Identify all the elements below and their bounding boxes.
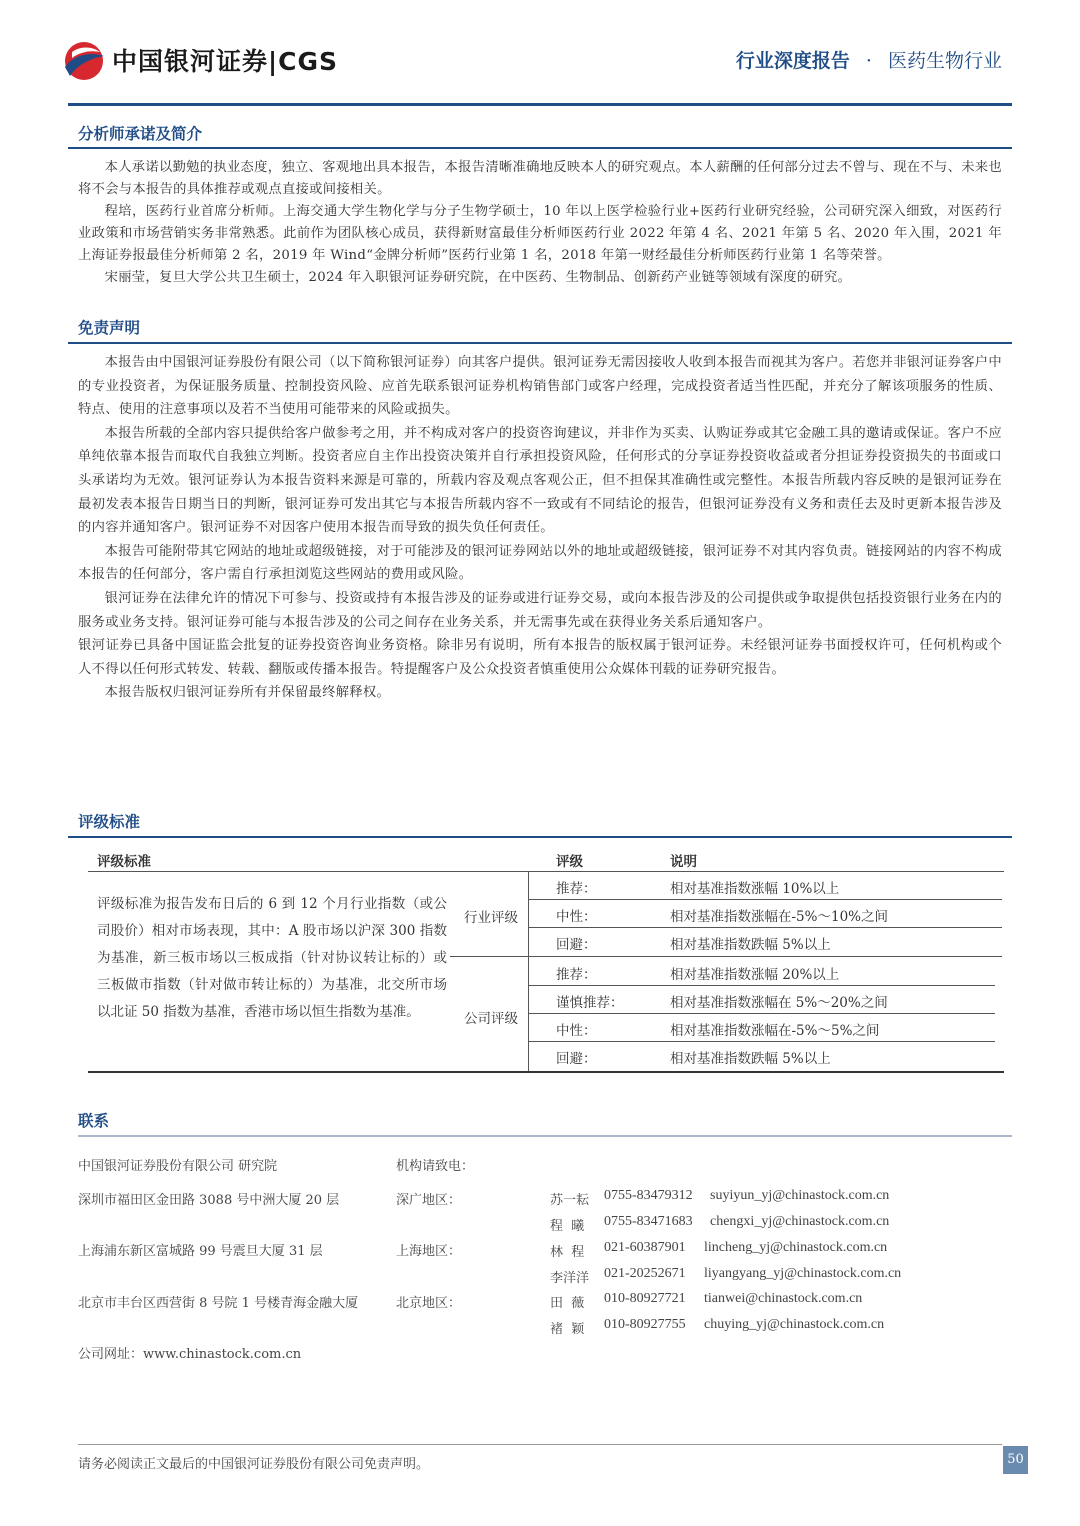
contact-name: 褚 颖 bbox=[550, 1322, 585, 1337]
contact-name: 苏一耘 bbox=[550, 1193, 590, 1208]
disclaimer-paragraph: 本报告版权归银河证券所有并保留最终解释权。 bbox=[104, 685, 391, 701]
col-header-desc: 说明 bbox=[670, 854, 697, 870]
contact-phone: 0755-83479312 bbox=[604, 1188, 693, 1203]
analyst-paragraph: 宋丽莹，复旦大学公共卫生硕士，2024 年入职银河证券研究院，在中医药、生物制品、创新药产业链等领域有深度的研究。 bbox=[104, 270, 852, 285]
company-rating-label: 公司评级 bbox=[464, 1011, 518, 1027]
contact-phone: 0755-83471683 bbox=[604, 1214, 693, 1229]
contact-email[interactable]: suyiyun_yj@chinastock.com.cn bbox=[710, 1188, 890, 1203]
disclaimer-paragraph: 本报告由中国银河证券股份有限公司（以下简称银河证券）向其客户提供。银河证券无需因接收人收到本报告而视其为客户。若您并非银河证券客户中的专业投资者，为保证服务质量、控制投资风险、应首先联系银河证券机构销售部门或客户经理，完成投资者适当性匹配，并充分了解该项服务的性质、特点、使用的注意事项以及若不当使用可能带来的风险或损失。 bbox=[78, 355, 1002, 418]
company-rating-desc: 相对基准指数涨幅在-5%～5%之间 bbox=[670, 1023, 880, 1039]
analyst-section-rule bbox=[68, 147, 1012, 149]
report-category bbox=[736, 46, 1002, 73]
rating-table bbox=[88, 843, 1004, 1073]
company-logo bbox=[62, 38, 362, 84]
page-number: 50 bbox=[1003, 1446, 1028, 1474]
region-label: 深广地区： bbox=[396, 1193, 462, 1208]
contact-section-rule bbox=[78, 1135, 1012, 1137]
industry-rating-desc: 相对基准指数涨幅 10%以上 bbox=[670, 881, 840, 897]
row-rule bbox=[529, 1013, 995, 1014]
address-shenzhen: 深圳市福田区金田路 3088 号中洲大厦 20 层 bbox=[78, 1193, 340, 1208]
institution-call-label: 机构请致电： bbox=[396, 1159, 475, 1174]
analyst-paragraph: 本人承诺以勤勉的执业态度，独立、客观地出具本报告，本报告清晰准确地反映本人的研究观点。本人薪酬的任何部分过去不曾与、现在不与、未来也将不会与本报告的具体推荐或观点直接或间接相关。 bbox=[78, 160, 1002, 197]
col-header-rating: 评级 bbox=[556, 854, 583, 870]
analyst-paragraph: 程培，医药行业首席分析师。上海交通大学生物化学与分子生物学硕士，10 年以上医学检验行业+医药行业研究经验，公司研究深入细致，对医药行业政策和市场营销实务非常熟悉。此前作为团队核心成员，获得新财富最佳分析师医药行业 2022 年第 4 名、2021 年第 5 名、2020 年入围，2021 年上海证券报最佳分析师第 2 名，2019 年 Wind“金牌分析师”医药行业第 1 名，2018 年第一财经最佳分析师医药行业第 1 名等荣誉。 bbox=[78, 204, 1002, 263]
company-rating-name: 回避： bbox=[556, 1051, 597, 1067]
disclaimer-paragraph: 本报告所载的全部内容只提供给客户做参考之用，并不构成对客户的投资咨询建议，并非作为买卖、认购证券或其它金融工具的邀请或保证。客户不应单纯依靠本报告而取代自我独立判断。投资者应自主作出投资决策并自行承担投资风险，任何形式的分享证券投资收益或者分担证券投资损失的书面或口头承诺均为无效。银河证券认为本报告资料来源是可靠的，所载内容及观点客观公正，但不担保其准确性或完整性。本报告所载内容反映的是银河证券在最初发表本报告日期当日的判断，银河证券可发出其它与本报告所载内容不一致或有不同结论的报告，但银河证券没有义务和责任去及时更新本报告涉及的内容并通知客户。银河证券不对因客户使用本报告而导致的损失负任何责任。 bbox=[78, 425, 1002, 536]
footer-rule bbox=[78, 1444, 1002, 1445]
contact-name: 程 曦 bbox=[550, 1219, 585, 1234]
logo-text: 中国银河证券|CGS bbox=[112, 47, 339, 76]
disclaimer-section-rule bbox=[68, 342, 1012, 344]
contact-email[interactable]: liyangyang_yj@chinastock.com.cn bbox=[704, 1266, 902, 1281]
contact-phone: 010-80927721 bbox=[604, 1291, 686, 1306]
header-divider bbox=[68, 103, 1012, 106]
industry-rating-name: 中性： bbox=[556, 909, 597, 925]
disclaimer-paragraph: 银河证券在法律允许的情况下可参与、投资或持有本报告涉及的证券或进行证券交易，或向本报告涉及的公司提供或争取提供包括投资银行业务在内的服务或业务支持。银河证券可能与本报告涉及的公司之间存在业务关系，并无需事先或在获得业务关系后通知客户。 bbox=[78, 590, 1002, 630]
contact-email[interactable]: chuying_yj@chinastock.com.cn bbox=[704, 1317, 885, 1332]
col-header-standard: 评级标准 bbox=[97, 854, 151, 870]
company-rating-name: 谨慎推荐： bbox=[556, 995, 624, 1011]
disclaimer-section-title: 免责声明 bbox=[78, 318, 141, 337]
region-label: 上海地区： bbox=[396, 1244, 462, 1259]
cgs-logo-icon bbox=[62, 40, 106, 82]
rating-standard-description: 评级标准为报告发布日后的 6 到 12 个月行业指数（或公司股价）相对市场表现，其中：A 股市场以沪深 300 指数为基准，新三板市场以三板成指（针对协议转让标的）或三板做市指数（针对做市转让标的）为基准，北交所市场以北证 50 指数为基准，香港市场以恒生指数为基准。 bbox=[97, 896, 447, 1020]
contact-name: 田 薇 bbox=[550, 1296, 585, 1311]
analyst-section-title: 分析师承诺及简介 bbox=[78, 124, 203, 143]
contact-name: 李洋洋 bbox=[550, 1271, 590, 1286]
row-rule bbox=[529, 899, 1002, 900]
disclaimer-text bbox=[78, 351, 1002, 705]
company-rating-desc: 相对基准指数涨幅在 5%～20%之间 bbox=[670, 995, 888, 1011]
table-bottom-rule bbox=[88, 1071, 1004, 1073]
company-rating-name: 推荐： bbox=[556, 967, 597, 983]
region-label: 北京地区： bbox=[396, 1296, 462, 1311]
row-rule bbox=[529, 1041, 995, 1042]
row-rule bbox=[529, 985, 995, 986]
industry-rating-name: 回避： bbox=[556, 937, 597, 953]
contact-email[interactable]: tianwei@chinastock.com.cn bbox=[704, 1291, 863, 1306]
contact-section-title: 联系 bbox=[78, 1111, 110, 1130]
rating-section-rule bbox=[68, 836, 1012, 838]
disclaimer-paragraph: 本报告可能附带其它网站的地址或超级链接，对于可能涉及的银河证券网站以外的地址或超级链接，银河证券不对其内容负责。链接网站的内容不构成本报告的任何部分，客户需自行承担浏览这些网站的费用或风险。 bbox=[78, 543, 1002, 583]
company-website[interactable]: 公司网址：www.chinastock.com.cn bbox=[78, 1347, 302, 1362]
analyst-text bbox=[78, 157, 1002, 289]
address-beijing: 北京市丰台区西营街 8 号院 1 号楼青海金融大厦 bbox=[78, 1296, 359, 1311]
company-rating-name: 中性： bbox=[556, 1023, 597, 1039]
footer-notice: 请务必阅读正文最后的中国银河证券股份有限公司免责声明。 bbox=[78, 1457, 430, 1472]
contact-email[interactable]: chengxi_yj@chinastock.com.cn bbox=[710, 1214, 890, 1229]
company-rating-desc: 相对基准指数跌幅 5%以上 bbox=[670, 1051, 831, 1067]
industry-rating-desc: 相对基准指数涨幅在-5%～10%之间 bbox=[670, 909, 888, 925]
separator-dot: · bbox=[865, 50, 872, 72]
contact-email[interactable]: lincheng_yj@chinastock.com.cn bbox=[704, 1240, 888, 1255]
company-research-institute: 中国银河证券股份有限公司 研究院 bbox=[78, 1159, 278, 1174]
contact-phone: 021-20252671 bbox=[604, 1266, 686, 1281]
disclaimer-paragraph: 银河证券已具备中国证监会批复的证券投资咨询业务资格。除非另有说明，所有本报告的版权属于银河证券。未经银河证券书面授权许可，任何机构或个人不得以任何形式转发、转载、翻版或传播本报告。特提醒客户及公众投资者慎重使用公众媒体刊载的证券研究报告。 bbox=[78, 638, 1002, 677]
address-shanghai: 上海浦东新区富城路 99 号震旦大厦 31 层 bbox=[78, 1244, 323, 1259]
company-rating-desc: 相对基准指数涨幅 20%以上 bbox=[670, 967, 840, 983]
report-type: 行业深度报告 bbox=[735, 50, 850, 72]
contact-phone: 021-60387901 bbox=[604, 1240, 686, 1255]
rating-section-title: 评级标准 bbox=[78, 812, 141, 831]
industry-rating-name: 推荐： bbox=[556, 881, 597, 897]
contact-phone: 010-80927755 bbox=[604, 1317, 686, 1332]
contact-name: 林 程 bbox=[550, 1245, 585, 1260]
header-rule bbox=[88, 871, 1004, 872]
row-rule bbox=[529, 927, 1002, 928]
industry-rating-label: 行业评级 bbox=[464, 910, 518, 926]
industry-name: 医药生物行业 bbox=[887, 50, 1002, 72]
group-rule bbox=[450, 956, 1002, 957]
industry-rating-desc: 相对基准指数跌幅 5%以上 bbox=[670, 937, 831, 953]
